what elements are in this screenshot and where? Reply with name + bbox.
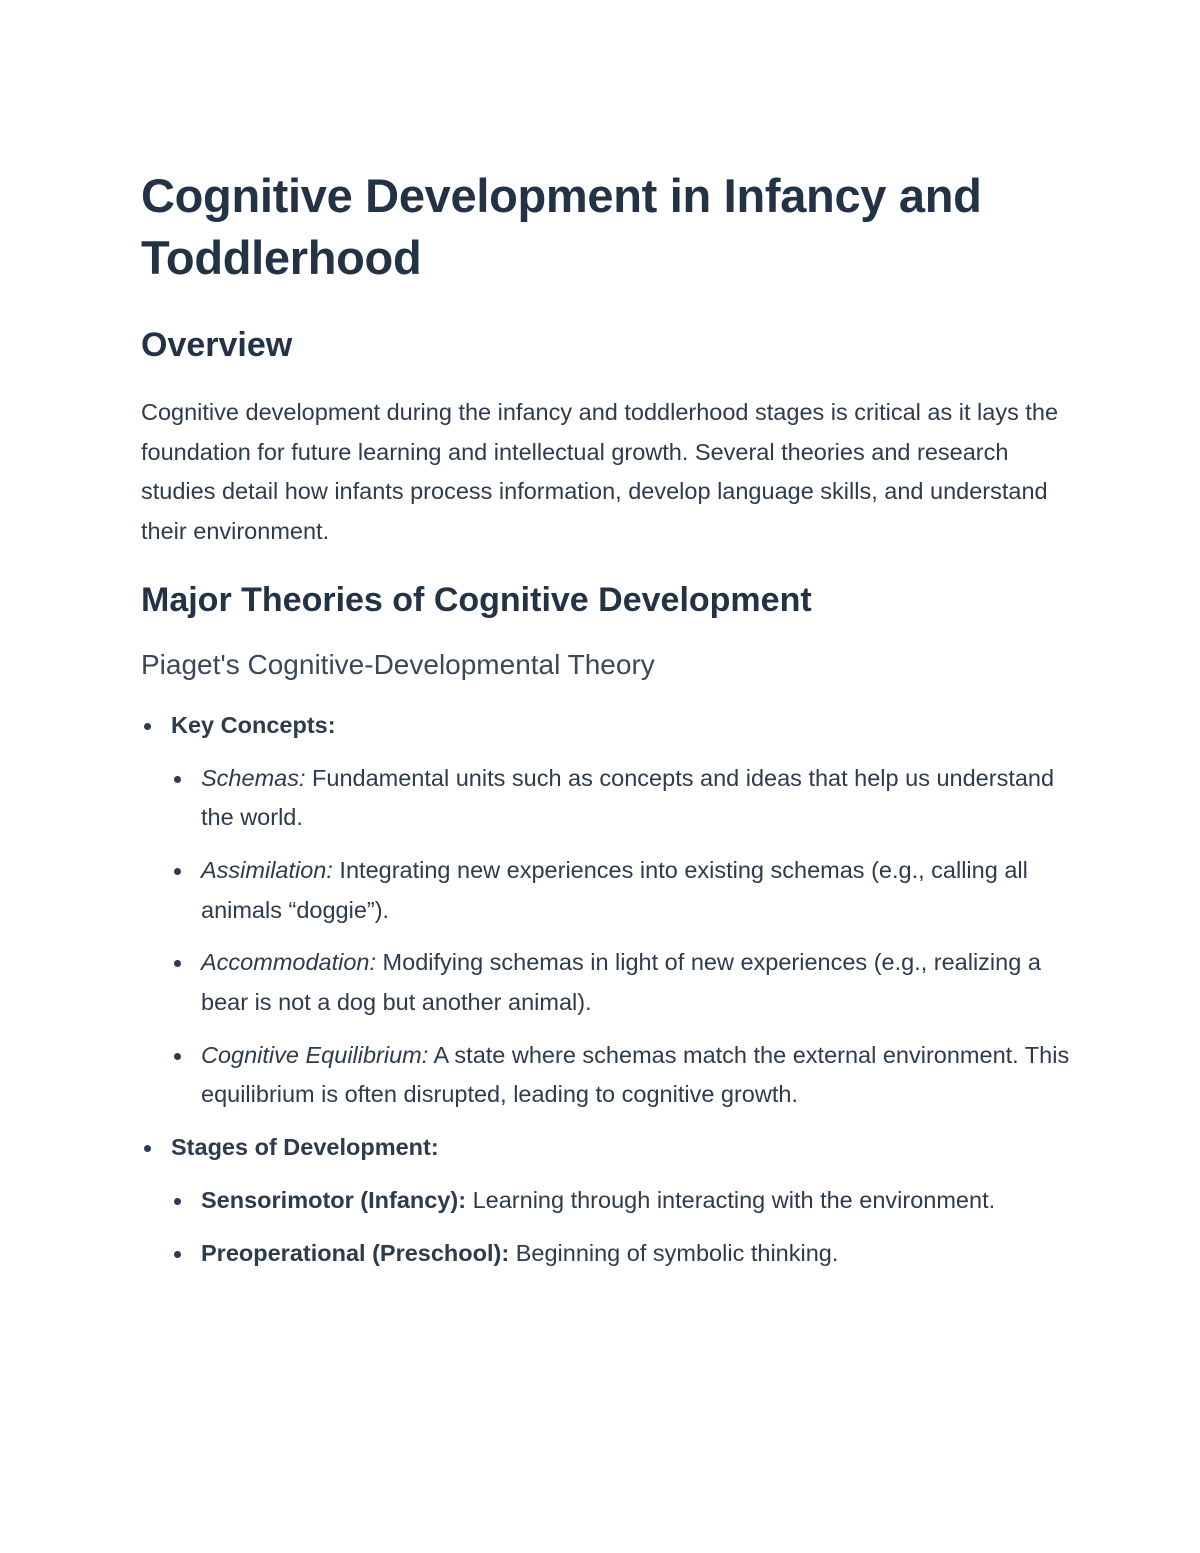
theories-heading: Major Theories of Cognitive Development xyxy=(141,580,812,619)
bullet-icon xyxy=(174,1251,181,1258)
overview-heading: Overview xyxy=(141,326,293,364)
key-concepts-list xyxy=(171,759,1071,1116)
key-concepts-label: Key Concepts: xyxy=(171,711,336,738)
list-item xyxy=(171,1234,1071,1274)
stage-text: Beginning of symbolic thinking. xyxy=(509,1239,839,1266)
stage-term: Preoperational (Preschool): xyxy=(201,1239,510,1266)
concept-text: Modifying schemas in light of new experiences (e.g., realizing a bear is not a dog but another animal). xyxy=(201,949,1041,1016)
bullet-icon xyxy=(174,776,181,783)
stage-term: Sensorimotor (Infancy): xyxy=(201,1186,467,1213)
concept-term: Accommodation: xyxy=(201,949,377,976)
bullet-icon xyxy=(174,868,181,875)
list-item xyxy=(171,851,1071,930)
bullet-icon xyxy=(174,1198,181,1205)
bullet-icon xyxy=(174,960,181,967)
page-title: Cognitive Development in Infancy and Toddlerhood xyxy=(141,169,982,284)
concept-term: Schemas: xyxy=(201,764,306,791)
stages-list xyxy=(171,1181,1071,1273)
stages-label: Stages of Development: xyxy=(171,1134,439,1161)
concept-text: Integrating new experiences into existing schemas (e.g., calling all animals “doggie”). xyxy=(201,856,1028,923)
piaget-list xyxy=(141,706,1071,1273)
bullet-icon xyxy=(144,1145,151,1152)
concept-term: Cognitive Equilibrium: xyxy=(201,1041,429,1068)
document-page xyxy=(141,165,1071,1273)
bullet-icon xyxy=(144,723,151,730)
stages-item xyxy=(141,1128,1071,1273)
key-concepts-item xyxy=(141,706,1071,1115)
concept-text: Fundamental units such as concepts and ideas that help us understand the world. xyxy=(201,764,1055,831)
list-item xyxy=(171,943,1071,1022)
stage-text: Learning through interacting with the environment. xyxy=(466,1186,996,1213)
concept-text: A state where schemas match the external environment. This equilibrium is often disrupted, leading to cognitive growth. xyxy=(201,1041,1070,1108)
concept-term: Assimilation: xyxy=(201,856,333,883)
list-item xyxy=(171,1036,1071,1115)
piaget-heading: Piaget's Cognitive-Developmental Theory xyxy=(141,648,655,680)
list-item xyxy=(171,1181,1071,1221)
overview-paragraph: Cognitive development during the infancy and toddlerhood stages is critical as it lays the foundation for future learning and intellectual growth. Several theories and research studies detail how infants process information, develop language skills, and understand their environment. xyxy=(141,399,1059,545)
bullet-icon xyxy=(174,1053,181,1060)
list-item xyxy=(171,759,1071,838)
